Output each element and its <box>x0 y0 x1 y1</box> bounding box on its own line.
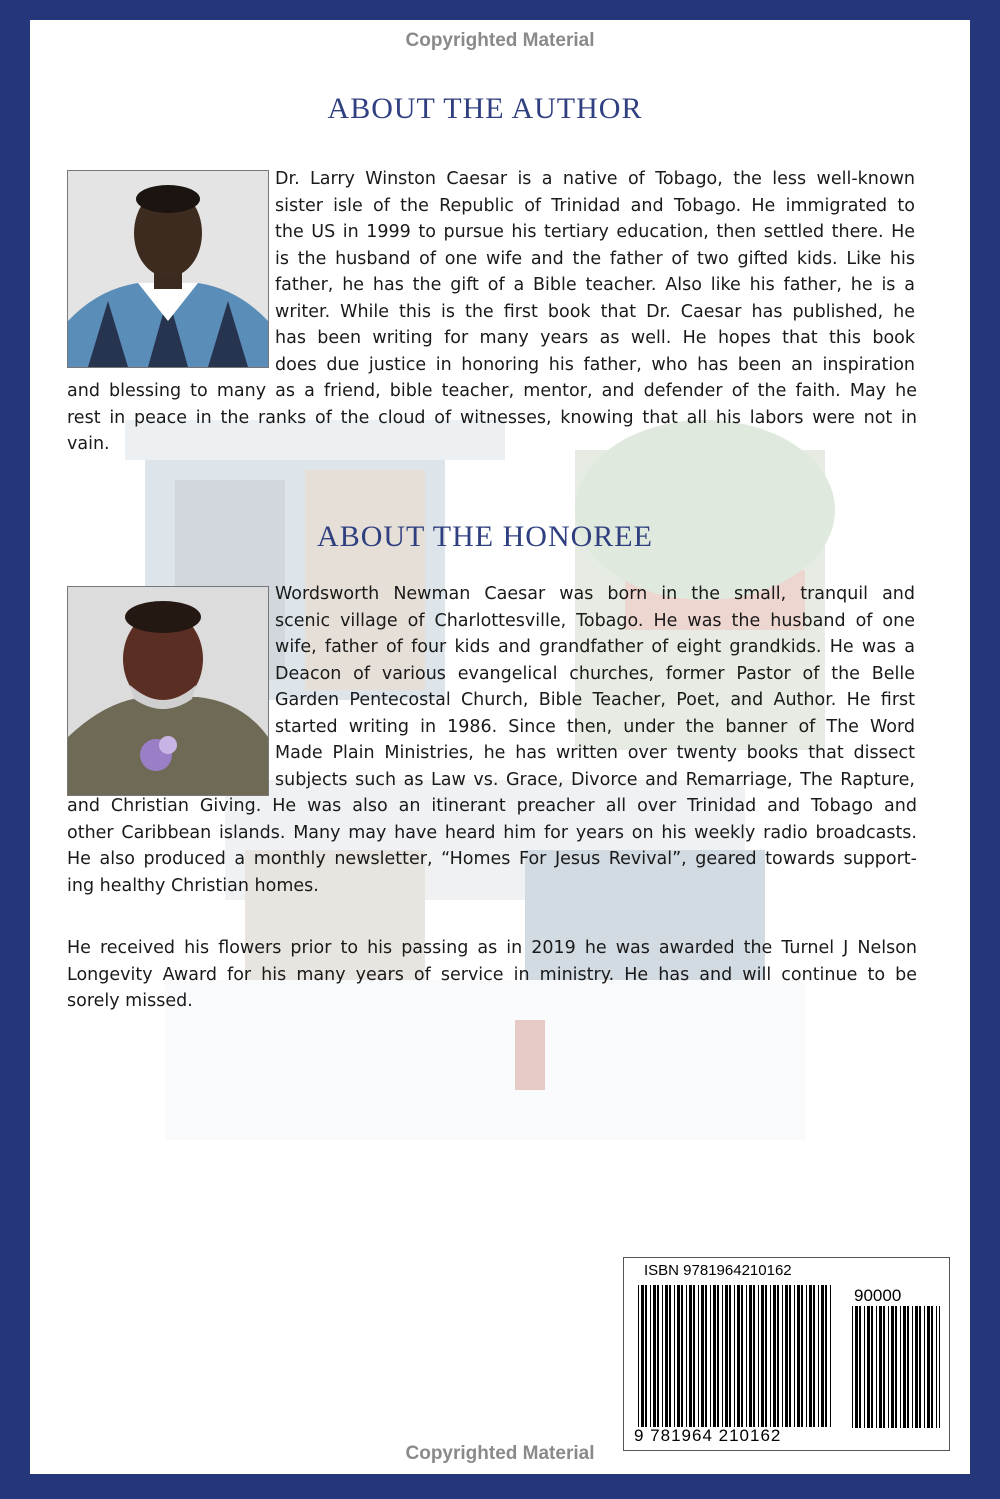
barcode-bar <box>794 1285 795 1427</box>
barcode-bar <box>741 1285 743 1427</box>
barcode-bar <box>867 1306 870 1428</box>
barcode-bar <box>871 1306 873 1428</box>
about-author-heading: ABOUT THE AUTHOR <box>327 92 643 125</box>
barcode-bar <box>717 1285 719 1427</box>
barcode-bar <box>895 1306 897 1428</box>
barcode-bar <box>761 1285 764 1427</box>
barcode-bar <box>749 1285 752 1427</box>
barcode-bar <box>806 1285 807 1427</box>
barcode-bar <box>864 1306 865 1428</box>
barcode-bar <box>797 1285 800 1427</box>
isbn-barcode-box <box>623 1257 950 1451</box>
barcode-bar <box>852 1306 853 1428</box>
barcode-bar <box>734 1285 735 1427</box>
honoree-bio-line: and Christian Giving. He was also an itinerant preacher all over Trinidad and Tobago and <box>67 796 917 816</box>
honoree-bio-line: ing healthy Christian homes. <box>67 875 319 896</box>
barcode-bar <box>912 1306 913 1428</box>
barcode-bar <box>876 1306 877 1428</box>
barcode-bar <box>830 1285 831 1427</box>
barcode-bar <box>753 1285 755 1427</box>
honoree-bio-line: He also produced a monthly newsletter, “Homes For Jesus Revival”, geared towards support- <box>67 849 917 869</box>
barcode-bar <box>809 1285 812 1427</box>
barcode-bar <box>888 1306 889 1428</box>
barcode-bar <box>705 1285 707 1427</box>
closing-line: He received his flowers prior to his passing as in 2019 he was awarded the Turnel J Nelson <box>67 938 917 958</box>
barcode-bar <box>931 1306 933 1428</box>
author-bio-line: vain. <box>67 434 110 454</box>
barcode-bar <box>693 1285 695 1427</box>
closing-line: Longevity Award for his many years of service in ministry. He has and will continue to be <box>67 964 917 985</box>
barcode-bar <box>770 1285 771 1427</box>
copyright-watermark-bottom: Copyrighted Material <box>405 1443 595 1464</box>
author-bio-line: does due justice in honoring his father, who has been an inspiration <box>275 354 915 375</box>
barcode-bar <box>825 1285 827 1427</box>
barcode-bar <box>900 1306 901 1428</box>
barcode-bar <box>722 1285 723 1427</box>
barcode-bar <box>698 1285 699 1427</box>
author-bio-line: and blessing to many as a friend, bible teacher, mentor, and defender of the faith. May he <box>67 381 917 401</box>
author-bio-line: is the husband of one wife and the father of two gifted kids. Like his <box>275 248 915 269</box>
barcode-bar <box>773 1285 776 1427</box>
barcode-bar <box>686 1285 687 1427</box>
barcode-bar <box>939 1306 940 1428</box>
barcode-bar <box>689 1285 692 1427</box>
honoree-bio-line: Deacon of various evangelical churches, former Pastor of the Belle <box>275 663 915 684</box>
barcode-bar <box>789 1285 791 1427</box>
barcode-bar <box>641 1285 644 1427</box>
honoree-bio-line: scenic village of Charlottesville, Tobago. He was the husband of one <box>275 610 915 631</box>
barcode-bar <box>859 1306 861 1428</box>
isbn-label: ISBN 9781964210162 <box>644 1262 792 1279</box>
author-bio-full-width <box>67 378 917 458</box>
barcode-bar <box>681 1285 683 1427</box>
author-bio-line: has been writing for many years as well. He hopes that this book <box>275 328 915 348</box>
author-bio-line: father, he has the gift of a Bible teacher. Also like his father, he is a <box>275 275 915 295</box>
barcode-bar <box>662 1285 663 1427</box>
barcode-bar <box>710 1285 711 1427</box>
barcode-bar <box>821 1285 824 1427</box>
barcode-bar <box>729 1285 731 1427</box>
price-barcode <box>852 1306 940 1428</box>
author-bio-line: Dr. Larry Winston Caesar is a native of Tobago, the less well-known <box>275 169 915 189</box>
barcode-bar <box>737 1285 740 1427</box>
honoree-bio-line: subjects such as Law vs. Grace, Divorce and Remarriage, The Rapture, <box>275 769 915 790</box>
barcode-bar <box>924 1306 925 1428</box>
honoree-bio-full-width <box>67 793 917 899</box>
barcode-digits: 9 781964 210162 <box>634 1426 782 1445</box>
barcode-bar <box>915 1306 918 1428</box>
author-bio-line: writer. While this is the first book that Dr. Caesar has published, he <box>275 301 915 322</box>
barcode-bar <box>891 1306 894 1428</box>
barcode-bar <box>903 1306 906 1428</box>
isbn-barcode <box>638 1285 833 1427</box>
barcode-bar <box>936 1306 937 1428</box>
barcode-bar <box>638 1285 639 1427</box>
barcode-bar <box>879 1306 882 1428</box>
honoree-bio-line: Wordsworth Newman Caesar was born in the small, tranquil and <box>275 584 915 604</box>
honoree-bio-line: Garden Pentecostal Church, Bible Teacher, Poet, and Author. He first <box>275 690 915 710</box>
author-bio-beside-photo <box>275 166 915 378</box>
copyright-watermark-top: Copyrighted Material <box>405 30 595 51</box>
barcode-bar <box>645 1285 647 1427</box>
barcode-bar <box>765 1285 767 1427</box>
author-bio-line: sister isle of the Republic of Trinidad and Tobago. He immigrated to <box>275 195 915 216</box>
honoree-bio-line: Made Plain Ministries, he has written over twenty books that dissect <box>275 743 915 763</box>
barcode-bar <box>818 1285 819 1427</box>
honoree-bio-line: wife, father of four kids and grandfather of eight grandkids. He was a <box>275 637 915 657</box>
barcode-bar <box>746 1285 747 1427</box>
barcode-bar <box>919 1306 921 1428</box>
barcode-bar <box>855 1306 858 1428</box>
barcode-bar <box>725 1285 728 1427</box>
price-code: 90000 <box>854 1286 902 1305</box>
barcode-bar <box>657 1285 659 1427</box>
barcode-bar <box>785 1285 788 1427</box>
barcode-bar <box>669 1285 671 1427</box>
honoree-closing-paragraph <box>67 935 917 1015</box>
honoree-photo <box>67 586 269 796</box>
barcode-bar <box>674 1285 675 1427</box>
barcode-bar <box>801 1285 803 1427</box>
barcode-bar <box>653 1285 656 1427</box>
barcode-bar <box>650 1285 651 1427</box>
author-photo <box>67 170 269 368</box>
honoree-bio-line: other Caribbean islands. Many may have heard him for years on his weekly radio broadcasts. <box>67 822 917 843</box>
barcode-bar <box>883 1306 885 1428</box>
barcode-bar <box>665 1285 668 1427</box>
author-bio-line: the US in 1999 to pursue his tertiary education, then settled there. He <box>275 222 915 242</box>
barcode-bar <box>907 1306 909 1428</box>
author-bio-line: rest in peace in the ranks of the cloud of witnesses, knowing that all his labors were not in <box>67 407 917 428</box>
barcode-bar <box>777 1285 779 1427</box>
barcode-bar <box>701 1285 704 1427</box>
honoree-bio-line: started writing in 1986. Since then, under the banner of The Word <box>275 716 915 737</box>
back-cover <box>30 20 970 1474</box>
barcode-bar <box>813 1285 815 1427</box>
barcode-bar <box>713 1285 716 1427</box>
barcode-bar <box>677 1285 680 1427</box>
barcode-bar <box>758 1285 759 1427</box>
barcode-bar <box>782 1285 783 1427</box>
closing-line: sorely missed. <box>67 991 193 1011</box>
about-honoree-heading: ABOUT THE HONOREE <box>317 520 653 553</box>
barcode-bar <box>927 1306 930 1428</box>
honoree-bio-beside-photo <box>275 581 915 793</box>
